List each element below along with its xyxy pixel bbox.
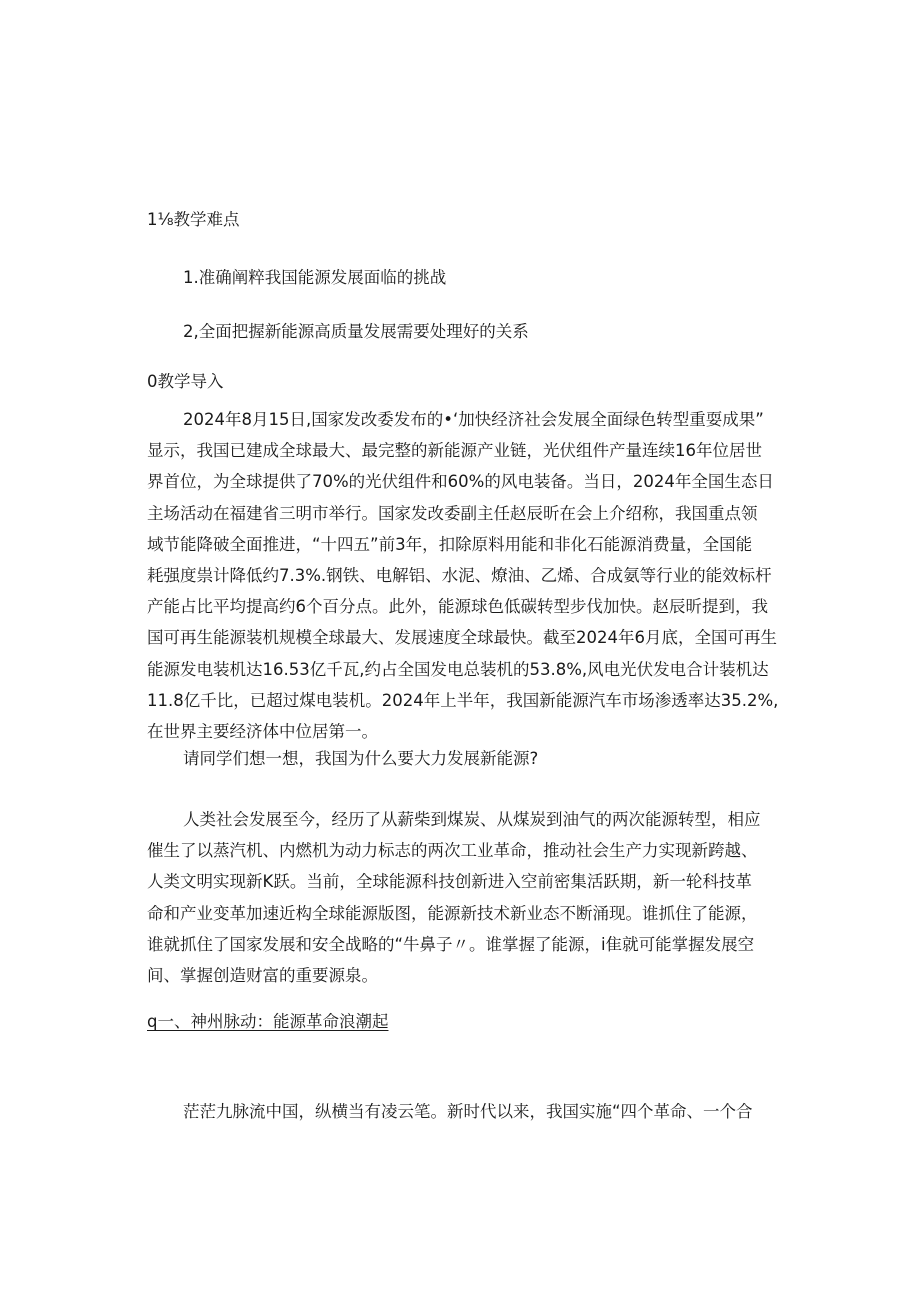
intro-line: 主场活动在福建省三明市举行。国家发改委副主任赵辰昕在会上介绍称，我国重点领 (147, 503, 758, 523)
answer-line: 谁就抓住了国家发展和安全战略的“牛鼻子〃。谁掌握了能源，i隹就可能掌握发展空 (147, 934, 755, 954)
intro-line: 产能占比平均提高约6个百分点。此外，能源球色低碳转型步伐加快。赵辰昕提到，我 (147, 597, 768, 617)
answer-line: 间、掌握创造财富的重要源泉。 (147, 966, 378, 986)
intro-line: 耗强度祟计降低约7.3%.钢铁、电解铝、水泥、燎油、乙烯、合成氨等行业的能效标杆 (147, 566, 772, 586)
intro-line: 11.8亿千比，已超过煤电装机。2024年上半年，我国新能源汽车市场渗透率达35.2%, (147, 690, 779, 710)
intro-line: 国可再生能源装机规模全球最大、发展速度全球最快。截至2024年6月底，全国可再生 (147, 628, 777, 648)
intro-paragraph (147, 404, 787, 747)
intro-line: 在世界主要经济体中位居第一。 (147, 722, 378, 742)
intro-line: 域节能降破全面推进，“十四五”前3年，扣除原料用能和非化石能源消费量，全国能 (147, 534, 753, 554)
intro-line: 显示，我国已建成全球最大、最完整的新能源产业链，光伏组件产量连续16年位居世 (147, 441, 762, 461)
answer-line: 命和产业变革加速近构全球能源版图，能源新技术新业态不断涌现。谁抓住了能源， (147, 903, 758, 923)
answer-line: 人类文明实现新K跃。当前，全球能源科技创新进入空前密集活跃期，新一轮科技革 (147, 872, 752, 892)
intro-line: 能源发电装机达16.53亿千瓦,约占全国发电总装机的53.8%,风电光伏发电合计装机达 (147, 659, 769, 679)
difficulties-heading: 1⅛教学难点 (147, 210, 240, 229)
answer-paragraph (147, 804, 787, 991)
difficulty-item-2: 2,全面把握新能源高质量发展需要处理好的关系 (183, 322, 529, 341)
intro-question: 请同学们想一想，我国为什么要大力发展新能源? (183, 749, 539, 768)
answer-line: 人类社会发展至今，经历了从薪柴到煤炭、从煤炭到油气的两次能源转型，相应 (183, 810, 761, 829)
difficulty-item-1: 1.准确阐粹我国能源发展面临的挑战 (183, 268, 447, 287)
intro-line: 2024年8月15日,国家发改委发布的•‘加快经济社会发展全面绿色转型重耍成果” (183, 410, 764, 429)
answer-line: 催生了以蒸汽机、内燃机为动力标志的两次工业革命，推动社会生产力实现新跨越、 (147, 841, 758, 861)
section1-first-line: 茫茫九脉流中国，纵横当有凌云笔。新时代以来，我国实施“四个革命、一个合 (183, 1102, 753, 1121)
section1-heading: q一、神州脉动：能源革命浪潮起 (147, 1012, 389, 1031)
intro-heading: 0教学导入 (147, 372, 224, 391)
intro-line: 界首位，为全球提供了70%的光伏组件和60%的风电装备。当日，2024年全国生态日 (147, 472, 774, 492)
